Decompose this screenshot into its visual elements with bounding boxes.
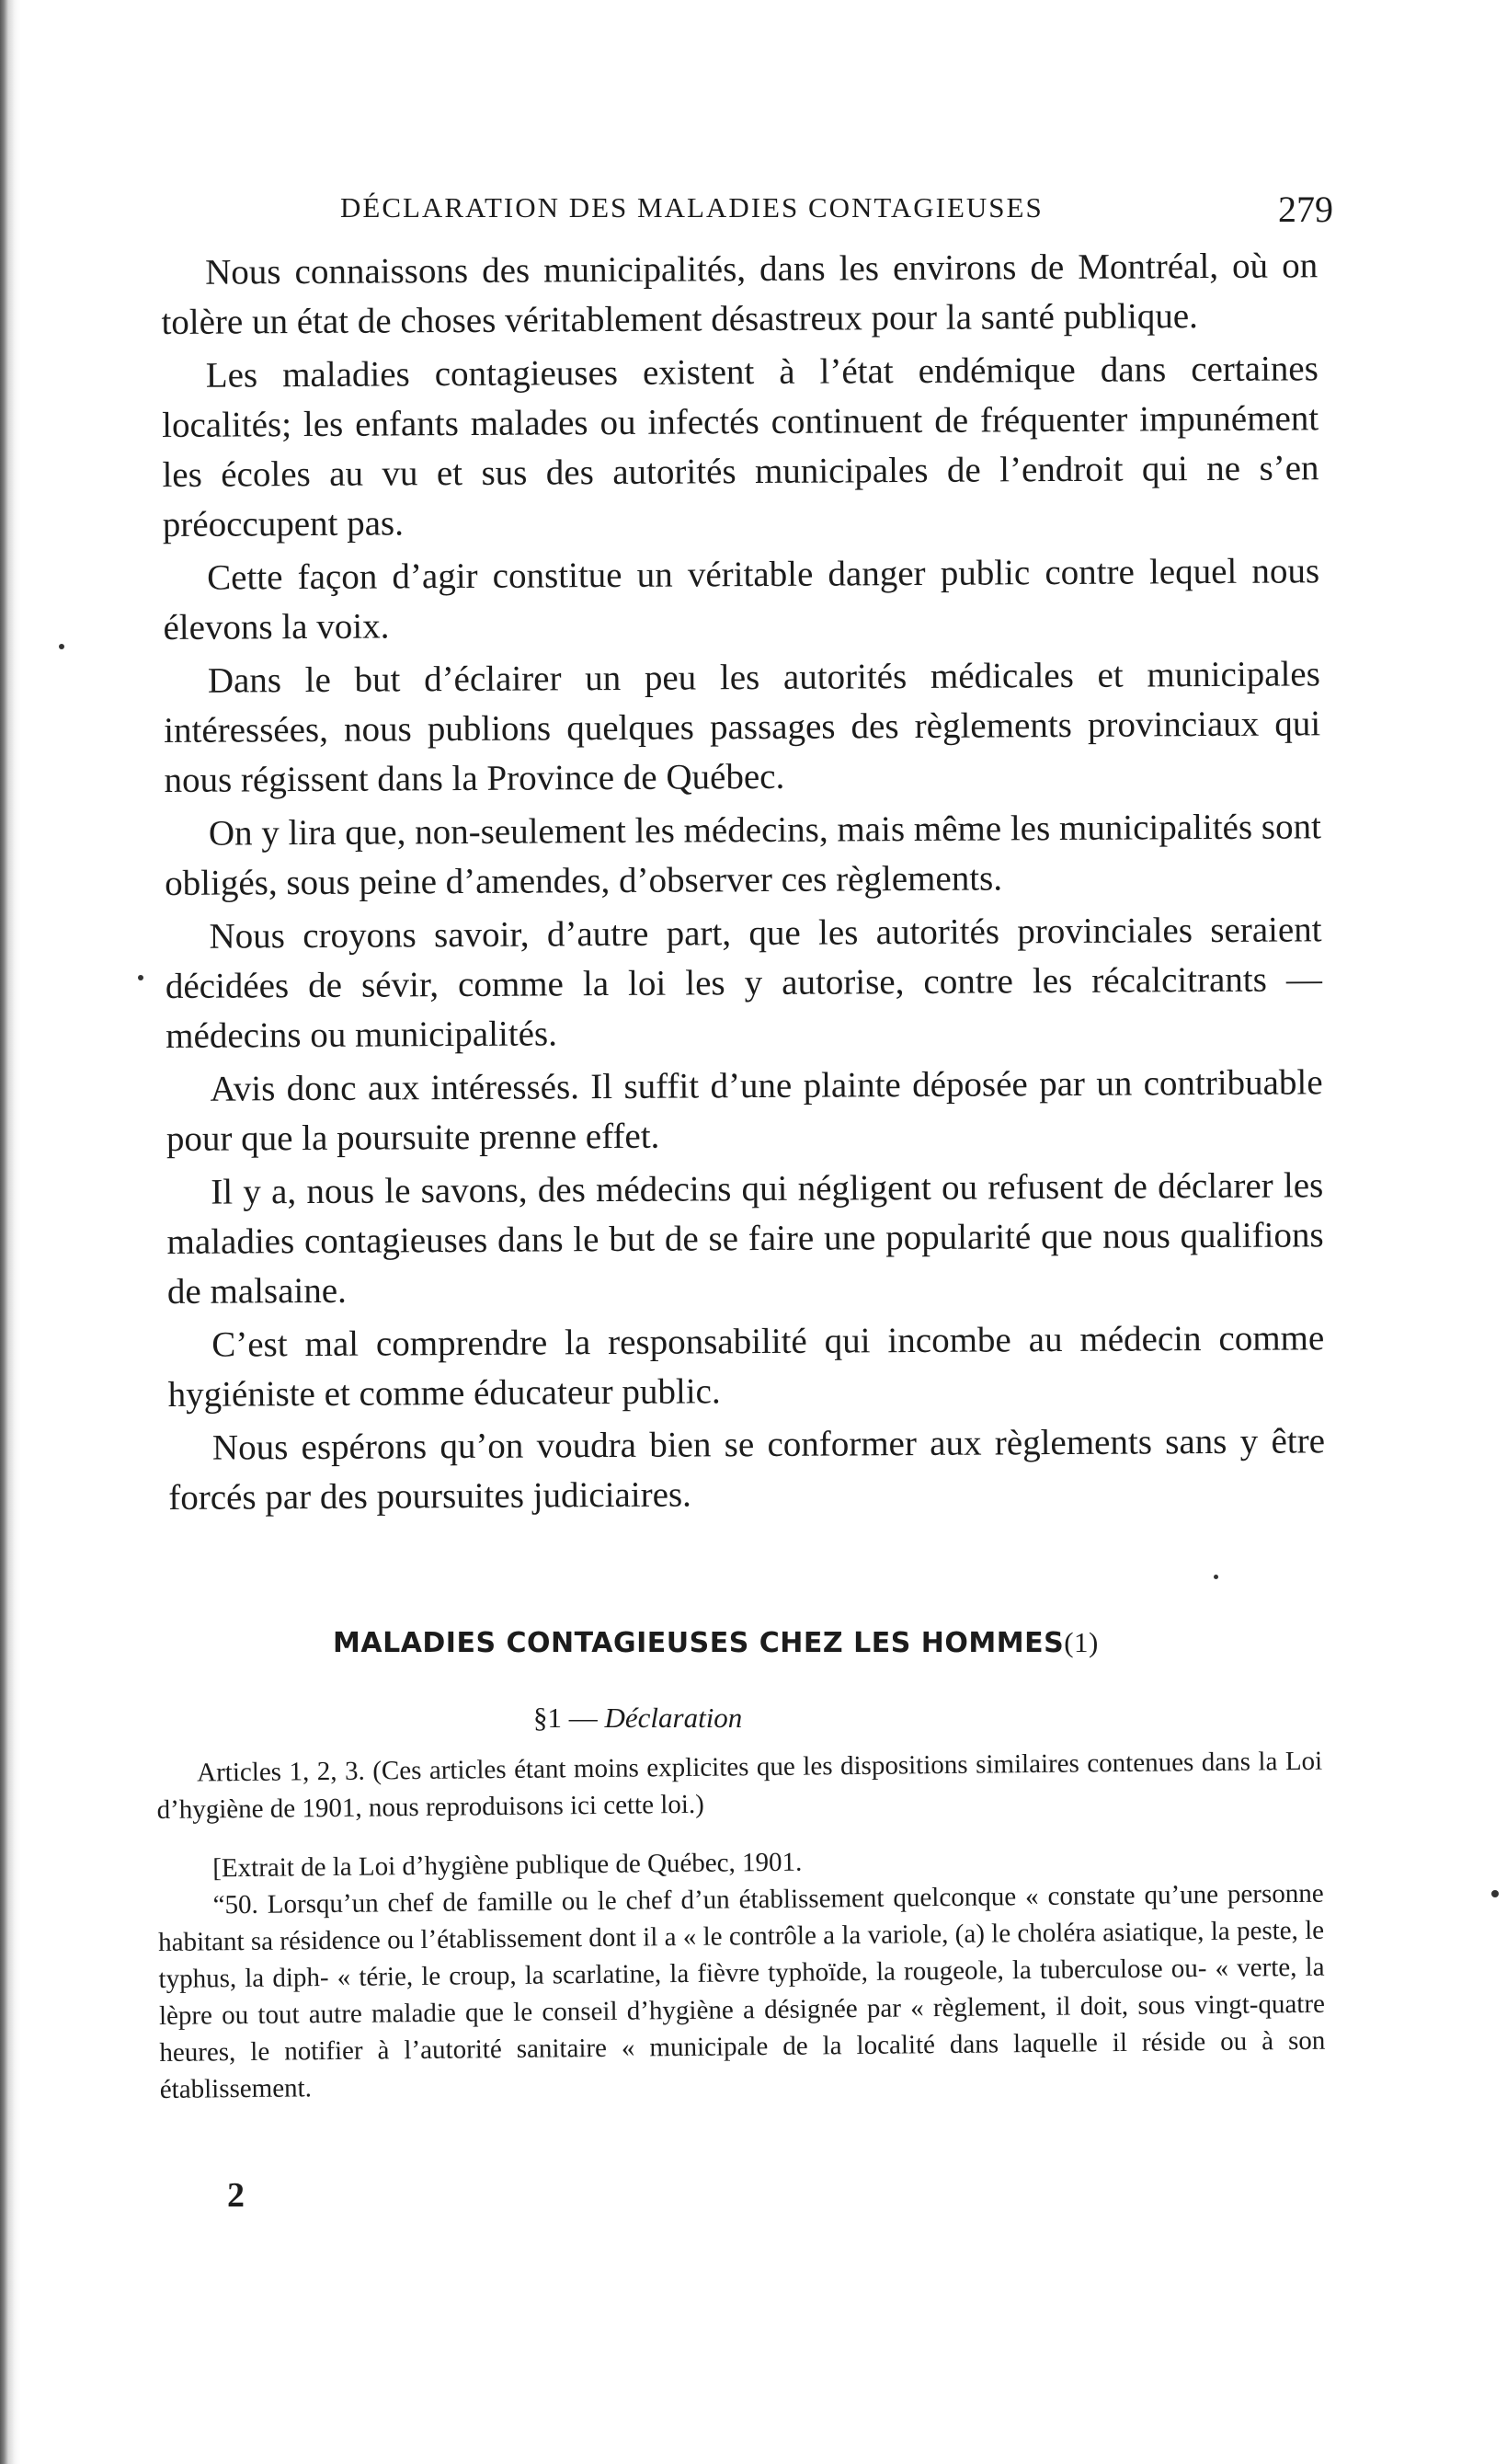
- paragraph: Les maladies contagieuses existent à l’état endémique dans certaines localités; les enfants malades ou infectés continuent de fréquenter impunément les écoles au vu et sus des autorités municipales de l’endroit qui ne s’en préoccupent pas.: [162, 349, 1319, 544]
- paragraph: On y lira que, non-seulement les médecins, mais même les municipalités sont obligés, sous peine d’amendes, d’observer ces règlements.: [165, 807, 1321, 903]
- extract-intro: [Extrait de la Loi d’hygiène publique de Québec, 1901.: [212, 1847, 803, 1884]
- scan-speck: [138, 975, 143, 980]
- quote-block: [157, 1839, 1326, 2108]
- scan-edge-shadow: [0, 0, 20, 2464]
- articles-note: Articles 1, 2, 3. (Ces articles étant moins explicites que les dispositions similaires contenues dans la Loi d’hygiène de 1901, nous reproduisons ici cette loi.): [156, 1746, 1323, 1825]
- section-title: [333, 1626, 1160, 1659]
- running-title: DÉCLARATION DES MALADIES CONTAGIEUSES: [340, 191, 1044, 223]
- running-head: [340, 191, 1333, 237]
- subsection-title: Déclaration: [604, 1702, 743, 1734]
- paragraph: Nous croyons savoir, d’autre part, que les autorités provinciales seraient décidées de sévir, comme la loi les y autorise, contre les récalcitrants — médecins ou municipalités.: [165, 910, 1323, 1056]
- paragraph: Cette façon d’agir constitue un véritable danger public contre lequel nous élevons la voix.: [163, 551, 1320, 648]
- paragraph: C’est mal comprendre la responsabilité qui incombe au médecin comme hygiéniste et comme éducateur public.: [167, 1318, 1325, 1415]
- legal-extract: [156, 1743, 1326, 2108]
- section-title-text: MALADIES CONTAGIEUSES CHEZ LES HOMMES: [333, 1627, 1065, 1659]
- scan-speck: [1491, 1890, 1499, 1897]
- paragraph: Nous espérons qu’on voudra bien se conformer aux règlements sans y être forcés par des poursuites judiciaires.: [168, 1421, 1326, 1518]
- paragraph: Nous connaissons des municipalités, dans les environs de Montréal, où on tolère un état de choses véritablement désastreux pour la santé publique.: [161, 246, 1319, 342]
- footnote-marker: (1): [1064, 1626, 1099, 1658]
- subsection-heading: [533, 1702, 742, 1735]
- paragraph: Dans le but d’éclairer un peu les autorités médicales et municipales intéressées, nous publions quelques passages des règlements provinciaux qui nous régissent dans la Province de Québec.: [164, 654, 1321, 800]
- scan-speck: [59, 644, 64, 649]
- subsection-number: §1 —: [533, 1702, 598, 1734]
- body-text: [161, 241, 1325, 1527]
- paragraph: Il y a, nous le savons, des médecins qui négligent ou refusent de déclarer les maladies contagieuses dans le but de se faire une popularité que nous qualifions de malsaine.: [166, 1165, 1324, 1312]
- signature-mark: 2: [227, 2176, 245, 2215]
- scan-speck: [1214, 1575, 1218, 1579]
- page-number: 279: [1278, 189, 1333, 230]
- extract-text: “50. Lorsqu’un chef de famille ou le chef d’un établissement quelconque « constate qu’une personne habitant sa résidence ou l’établissement dont il a « le contrôle a la variole, (a) le choléra asiatique, la peste, le typhus, la diph- « térie, le croup, la scarlatine, la fièvre typhoïde, la rougeole, la tuberculose ou- « verte, la lèpre ou tout autre maladie que le conseil d’hygiène a désignée par « règlement, il doit, sous vingt-quatre heures, le notifier à l’autorité sanitaire « municipale de la localité dans laquelle il réside ou à son établissement.: [157, 1878, 1326, 2104]
- paragraph: Avis donc aux intéressés. Il suffit d’une plainte déposée par un contribuable pour que la poursuite prenne effet.: [166, 1062, 1323, 1159]
